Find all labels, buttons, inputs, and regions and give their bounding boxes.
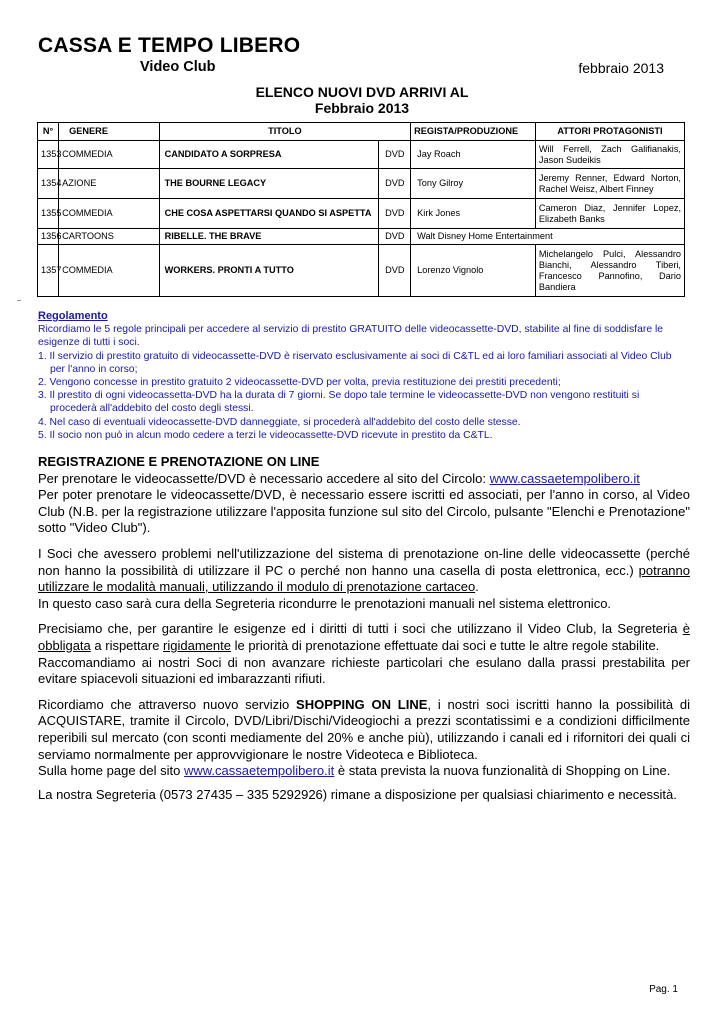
registration-para-6: Raccomandiamo ai nostri Soci di non avanzare richieste particolari che esulano dalla prassi prestabilita per evitare spiacevoli situazioni ed imbarazzanti rifiuti. bbox=[38, 654, 690, 687]
row-title: WORKERS. PRONTI A TUTTO bbox=[159, 245, 379, 297]
dvd-table bbox=[37, 122, 685, 297]
underlined-text: è bbox=[682, 621, 690, 637]
page-number: Pag. 1 bbox=[649, 984, 678, 995]
row-actors: Jeremy Renner, Edward Norton, Rachel Weisz, Albert Finney bbox=[535, 169, 684, 199]
row-director: Jay Roach bbox=[411, 141, 536, 169]
registration-heading: REGISTRAZIONE E PRENOTAZIONE ON LINE bbox=[38, 454, 320, 469]
rule-item: 5. Il socio non può in alcun modo cedere a terzi le videocassette-DVD ricevute in prestito da C&TL. bbox=[38, 429, 493, 441]
underlined-text: obbligata bbox=[38, 637, 91, 653]
row-actors: Michelangelo Pulci, Alessandro Bianchi, Alessandro Tiberi, Francesco Pannofino, Dario Bandiera bbox=[535, 245, 684, 297]
row-genre: COMMEDIA bbox=[59, 245, 159, 297]
row-title: THE BOURNE LEGACY bbox=[159, 169, 379, 199]
table-row bbox=[38, 199, 685, 229]
table-header-row bbox=[38, 123, 685, 141]
row-num: 1356 bbox=[38, 229, 59, 245]
page-subtitle: Video Club bbox=[140, 59, 216, 75]
registration-para-3 bbox=[38, 546, 690, 596]
shopping-online-label: SHOPPING ON LINE bbox=[296, 696, 428, 712]
header-actors: ATTORI PROTAGONISTI bbox=[535, 123, 684, 141]
shopping-home-para bbox=[38, 763, 690, 780]
row-actors: Cameron Diaz, Jennifer Lopez, Elizabeth Banks bbox=[535, 199, 684, 229]
table-row bbox=[38, 141, 685, 169]
underlined-text: utilizzare le modalità manuali, utilizzando il modulo di prenotazione cartaceo bbox=[38, 579, 476, 595]
rules-intro: Ricordiamo le 5 regole principali per accedere al servizio di prestito GRATUITO delle videocassette-DVD, stabilite al fine di soddisfare le esigenze di tutti i soci. bbox=[38, 324, 664, 349]
registration-para-4: In questo caso sarà cura della Segreteria ricondurre le prenotazioni manuali nel sistema elettronico. bbox=[38, 595, 612, 611]
rule-item: 1. Il servizio di prestito gratuito di videocassette-DVD è riservato esclusivamente ai soci di C&TL ed ai loro familiari associati al Video Club per l'anno in corso; bbox=[38, 350, 672, 375]
para-text: a rispettare bbox=[90, 637, 164, 653]
header-num: N° bbox=[38, 123, 59, 141]
row-director: Tony Gilroy bbox=[411, 169, 536, 199]
website-link[interactable]: www.cassaetempolibero.it bbox=[183, 763, 335, 779]
row-media: DVD bbox=[379, 169, 411, 199]
para-text: le priorità di prenotazione effettuate dai soci e tutte le altre regole stabilite. bbox=[230, 637, 660, 653]
row-genre: CARTOONS bbox=[59, 229, 159, 245]
row-media: DVD bbox=[379, 245, 411, 297]
para-text: Ricordiamo che attraverso nuovo servizio bbox=[38, 696, 297, 712]
row-actors: Will Ferrell, Zach Galifianakis, Jason Sudeikis bbox=[535, 141, 684, 169]
margin-mark bbox=[17, 300, 21, 301]
row-num: 1357 bbox=[38, 245, 59, 297]
rule-item: 4. Nel caso di eventuali videocassette-DVD danneggiate, si procederà all'addebito del costo delle stesse. bbox=[38, 416, 521, 428]
row-genre: COMMEDIA bbox=[59, 199, 159, 229]
registration-section bbox=[38, 454, 690, 803]
registration-para-5 bbox=[38, 621, 690, 654]
issue-date: febbraio 2013 bbox=[578, 60, 664, 76]
rule-item: 3. Il prestito di ogni videocassetta-DVD ha la durata di 7 giorni. Se dopo tale termine le videocassette-DVD non vengono restituiti si procederà all'addebito del costo degli stessi. bbox=[38, 390, 640, 415]
row-media: DVD bbox=[379, 199, 411, 229]
website-link[interactable]: www.cassaetempolibero.it bbox=[489, 470, 640, 486]
row-genre: AZIONE bbox=[59, 169, 159, 199]
row-num: 1354 bbox=[38, 169, 59, 199]
table-row bbox=[38, 229, 685, 245]
para-text: , i nostri soci iscritti hanno la possibilità di ACQUISTARE, tramite il Circolo, DVD/Libri/Dischi/Videogiochi a prezzi scontatissimi e a condizioni difficilmente reperibili sul mercato (con sconti mediamente del 20% e anche più), utilizzando i canali ed i rifornitori dei quali ci serviamo normalmente per approvvigionare le nostre Videoteca e Biblioteca. bbox=[38, 696, 690, 762]
para-text: Sulla home page del sito bbox=[38, 763, 184, 779]
para-text: I Soci che avessero problemi nell'utilizzazione del sistema di prenotazione on-line delle videocassette (perché non hanno la possibilità di utilizzare il PC o perché non hanno una casella di posta elettronica, ecc.) bbox=[38, 545, 690, 578]
para-text: . bbox=[475, 579, 479, 595]
row-media: DVD bbox=[379, 229, 411, 245]
registration-para-2: Per poter prenotare le videocassette/DVD, è necessario essere iscritti ed associati, per l'anno in corso, al Video Club (N.B. per la registrazione utilizzare l'apposita funzione sul sito del Circolo, pulsante "Elenchi e Prenotazione" sotto "Video Club"). bbox=[38, 487, 690, 536]
list-title-line-2: Febbraio 2013 bbox=[314, 100, 410, 116]
contact-para: La nostra Segreteria (0573 27435 – 335 5292926) rimane a disposizione per qualsiasi chiarimento e necessità. bbox=[38, 786, 677, 802]
row-media: DVD bbox=[379, 141, 411, 169]
rules-section bbox=[38, 310, 688, 442]
row-director: Lorenzo Vignolo bbox=[411, 245, 536, 297]
table-row bbox=[38, 245, 685, 297]
row-num: 1353 bbox=[38, 141, 59, 169]
list-title-line-1: ELENCO NUOVI DVD ARRIVI AL bbox=[255, 84, 469, 100]
header-genre: GENERE bbox=[59, 123, 159, 141]
page-title: CASSA E TEMPO LIBERO bbox=[38, 34, 301, 57]
row-title: RIBELLE. THE BRAVE bbox=[159, 229, 379, 245]
para-text: è stata prevista la nuova funzionalità di Shopping on Line. bbox=[334, 763, 671, 779]
list-title bbox=[0, 84, 724, 116]
row-title: CHE COSA ASPETTARSI QUANDO SI ASPETTA bbox=[159, 199, 379, 229]
row-director: Walt Disney Home Entertainment bbox=[411, 229, 685, 245]
underlined-text: potranno bbox=[638, 562, 690, 578]
header-title: TITOLO bbox=[159, 123, 411, 141]
row-director: Kirk Jones bbox=[411, 199, 536, 229]
rule-item: 2. Vengono concesse in prestito gratuito 2 videocassette-DVD per volta, previa restituzione dei prestiti precedenti; bbox=[38, 377, 561, 389]
row-genre: COMMEDIA bbox=[59, 141, 159, 169]
para-text: Precisiamo che, per garantire le esigenze ed i diritti di tutti i soci che utilizzano il Video Club, la Segreteria bbox=[38, 621, 683, 637]
header-director: REGISTA/PRODUZIONE bbox=[411, 123, 536, 141]
para-text: Per prenotare le videocassette/DVD è necessario accedere al sito del Circolo: bbox=[38, 470, 490, 486]
shopping-para bbox=[38, 697, 690, 763]
rules-heading: Regolamento bbox=[38, 310, 108, 322]
registration-para-1 bbox=[38, 471, 690, 488]
underlined-text: rigidamente bbox=[163, 637, 231, 653]
table-row bbox=[38, 169, 685, 199]
row-title: CANDIDATO A SORPRESA bbox=[159, 141, 379, 169]
row-num: 1355 bbox=[38, 199, 59, 229]
